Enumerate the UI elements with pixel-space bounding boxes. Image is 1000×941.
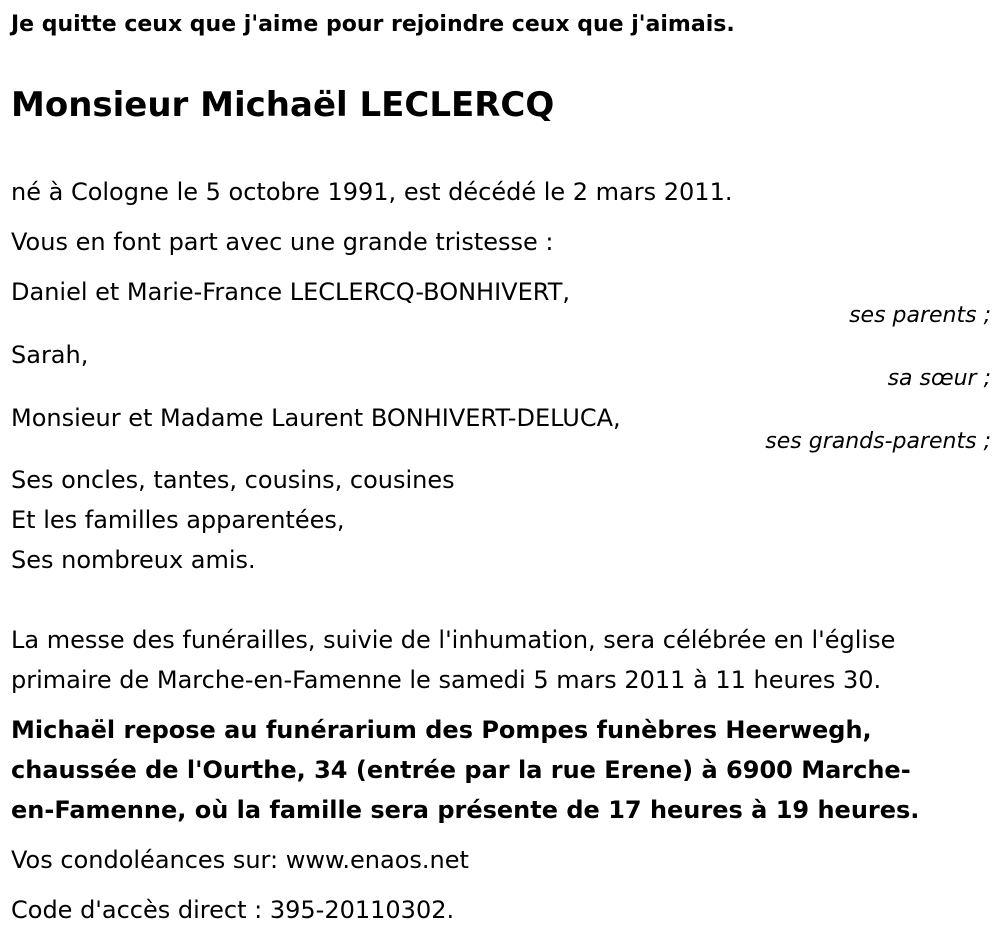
others-line: Ses oncles, tantes, cousins, cousines — [11, 466, 455, 494]
rest-line: chaussée de l'Ourthe, 34 (entrée par la rue Erene) à 6900 Marche- — [11, 756, 911, 784]
family-parents-relation: ses parents ; — [849, 303, 991, 328]
family-sister-relation: sa sœur ; — [887, 366, 991, 391]
others-line: Ses nombreux amis. — [11, 546, 256, 574]
family-grandparents-relation: ses grands-parents ; — [765, 429, 991, 454]
announcement-line: Vous en font part avec une grande tristesse : — [11, 228, 554, 256]
family-grandparents-name: Monsieur et Madame Laurent BONHIVERT-DELUCA, — [11, 404, 621, 432]
birth-death-line: né à Cologne le 5 octobre 1991, est décédé le 2 mars 2011. — [11, 178, 733, 206]
family-parents-name: Daniel et Marie-France LECLERCQ-BONHIVERT, — [11, 278, 570, 306]
funeral-line: primaire de Marche-en-Famenne le samedi 5 mars 2011 à 11 heures 30. — [11, 666, 882, 694]
funeral-line: La messe des funérailles, suivie de l'inhumation, sera célébrée en l'église — [11, 626, 896, 654]
access-code-line: Code d'accès direct : 395-20110302. — [11, 896, 455, 924]
epigraph: Je quitte ceux que j'aime pour rejoindre ceux que j'aimais. — [11, 12, 735, 37]
others-line: Et les familles apparentées, — [11, 506, 345, 534]
condolences-line: Vos condoléances sur: www.enaos.net — [11, 846, 469, 874]
deceased-name: Monsieur Michaël LECLERCQ — [11, 85, 555, 125]
family-sister-name: Sarah, — [11, 341, 89, 369]
rest-line: en-Famenne, où la famille sera présente de 17 heures à 19 heures. — [11, 796, 920, 824]
rest-line: Michaël repose au funérarium des Pompes funèbres Heerwegh, — [11, 716, 872, 744]
